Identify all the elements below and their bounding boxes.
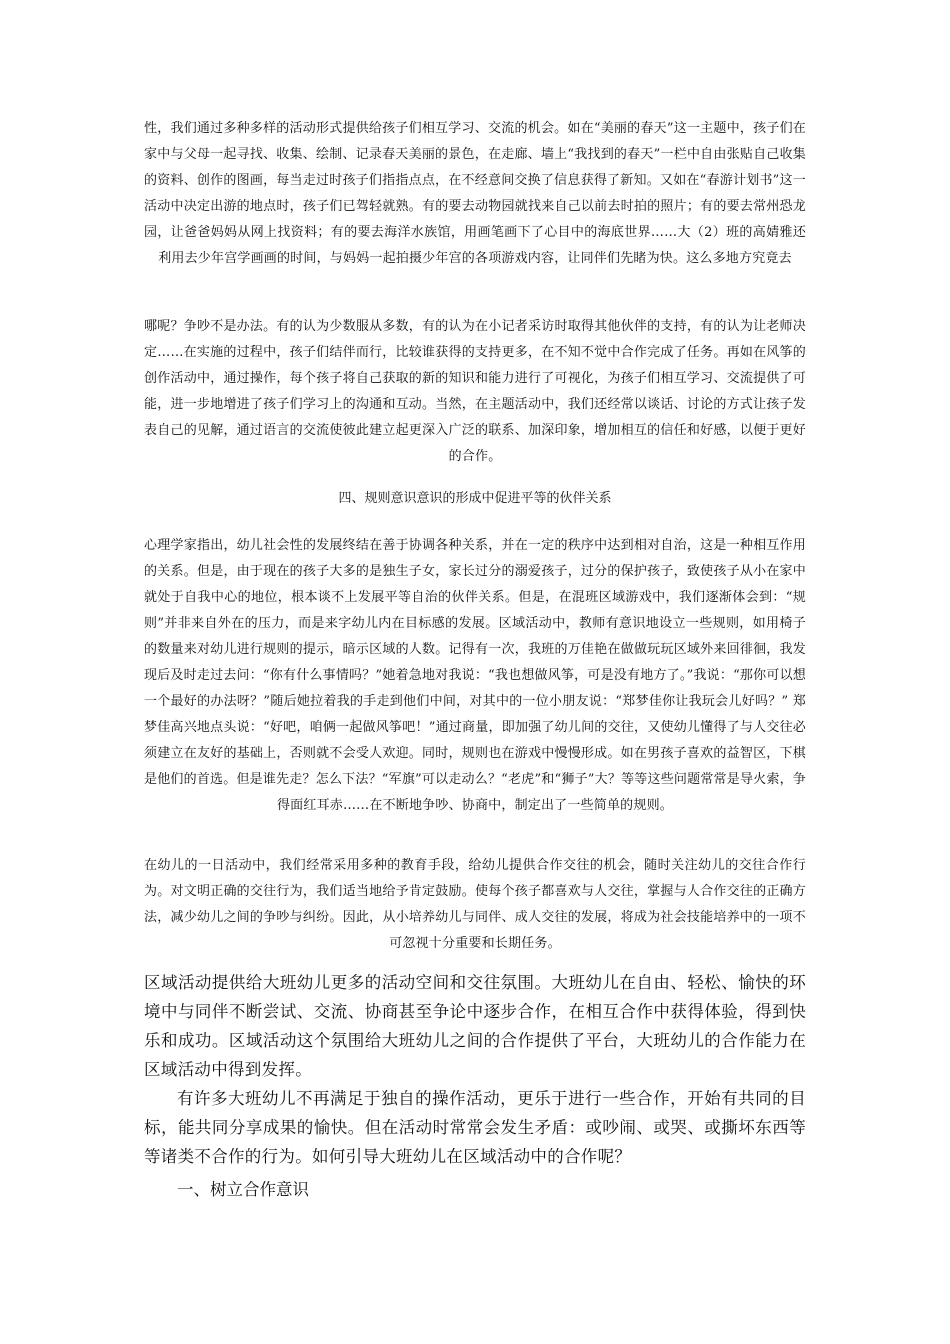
paragraph-spring-theme: 性，我们通过多种多样的活动形式提供给孩子们相互学习、交流的机会。如在“美丽的春天”这一主题中，孩子们在家中与父母一起寻找、收集、绘制、记录春天美丽的景色，在走廊、墙上“我找到的春天”一栏中自由张贴自己收集的资料、创作的图画，每当走过时孩子们指指点点，在不经意间交换了信息获得了新知。又如在“春游计划书”这一活动中决定出游的地点时，孩子们已驾轻就熟。有的要去动物园就找来自己以前去时拍的照片；有的要去常州恐龙园，让爸爸妈妈从网上找资料；有的要去海洋水族馆，用画笔画下了心目中的海底世界……大（2）班的高婧雅还利用去少年宫学画画的时间，与妈妈一起拍摄少年宫的各项游戏内容，让同伴们先睹为快。这么多地方究竟去 — [144, 121, 806, 266]
section-title-cooperation-awareness: 一、树立合作意识 — [177, 1180, 309, 1199]
paragraph-rules-awareness: 心理学家指出，幼儿社会性的发展终结在善于协调各种关系，并在一定的秩序中达到相对自治，这是一种相互作用的关系。但是，由于现在的孩子大多的是独生子女，家长过分的溺爱孩子，过分的保护孩子，致使孩子从小在家中就处于自我中心的地位，根本谈不上发展平等自治的伙伴关系。但是，在混班区域游戏中，我们逐渐体会到：“规则”并非来自外在的压力，而是来字幼儿内在目标感的发展。区域活动中，教师有意识地设立一些规则，如用椅子的数量来对幼儿进行规则的提示，暗示区域的人数。记得有一次，我班的万佳艳在做做玩玩区域外来回徘徊，我发现后及时走过去问：“你有什么事情吗？”她着急地对我说：“我也想做风筝，可是没有地方了。”我说：“那你可以想一个最好的办法呀？”随后她拉着我的手走到他们中间，对其中的一位小朋友说：“郑梦佳你让我玩会儿好吗？” 郑梦佳高兴地点头说：“好吧，咱俩一起做风筝吧！”通过商量，即加强了幼儿间的交往，又使幼儿懂得了与人交往必须建立在友好的基础上，否则就不会受人欢迎。同时，规则也在游戏中慢慢形成。如在男孩子喜欢的益智区，下棋是他们的首选。但是谁先走？怎么下法？“军旗”可以走动么？“老虎”和“狮子”大？等等这些问题常常是导火索，争得面红耳赤……在不断地争吵、协商中，制定出了一些简单的规则。 — [144, 538, 806, 813]
section-heading-four: 四、规则意识意识的形成中促进平等的伙伴关系 — [338, 491, 612, 506]
paragraph-daily-activities: 在幼儿的一日活动中，我们经常采用多种的教育手段，给幼儿提供合作交往的机会，随时关注幼儿的交往合作行为。对文明正确的交往行为，我们适当地给予肯定鼓励。使每个孩子都喜欢与人交往，掌握与人合作交往的正确方法，减少幼儿之间的争吵与纠纷。因此，从小培养幼儿与同伴、成人交往的发展，将成为社会技能培养中的一项不可忽视十分重要和长期任务。 — [144, 858, 806, 951]
paragraph-cooperation-question: 有许多大班幼儿不再满足于独自的操作活动，更乐于进行一些合作，开始有共同的目标，能共同分享成果的愉快。但在活动时常常会发生矛盾：或吵闹、或哭、或撕坏东西等等诸类不合作的行为。如何引导大班幼儿在区域活动中的合作呢？ — [144, 1089, 806, 1166]
paragraph-area-activities: 区域活动提供给大班幼儿更多的活动空间和交往氛围。大班幼儿在自由、轻松、愉快的环境中与同伴不断尝试、交流、协商甚至争论中逐步合作，在相互合作中获得体验，得到快乐和成功。区域活动这个氛围给大班幼儿之间的合作提供了平台，大班幼儿的合作能力在区域活动中得到发挥。 — [144, 973, 806, 1079]
paragraph-kite-activity: 哪呢？争吵不是办法。有的认为少数服从多数，有的认为在小记者采访时取得其他伙伴的支持，有的认为让老师决定……在实施的过程中，孩子们结伴而行，比较谁获得的支持更多，在不知不觉中合作完成了任务。再如在风筝的创作活动中，通过操作，每个孩子将自己获取的新的知识和能力进行了可视化，为孩子们相互学习、交流提供了可能，进一步地增进了孩子们学习上的沟通和互动。当然，在主题活动中，我们还经常以谈话、讨论的方式让孩子发表自己的见解，通过语言的交流使彼此建立起更深入广泛的联系、加深印象，增加相互的信任和好感，以便于更好的合作。 — [144, 319, 806, 464]
